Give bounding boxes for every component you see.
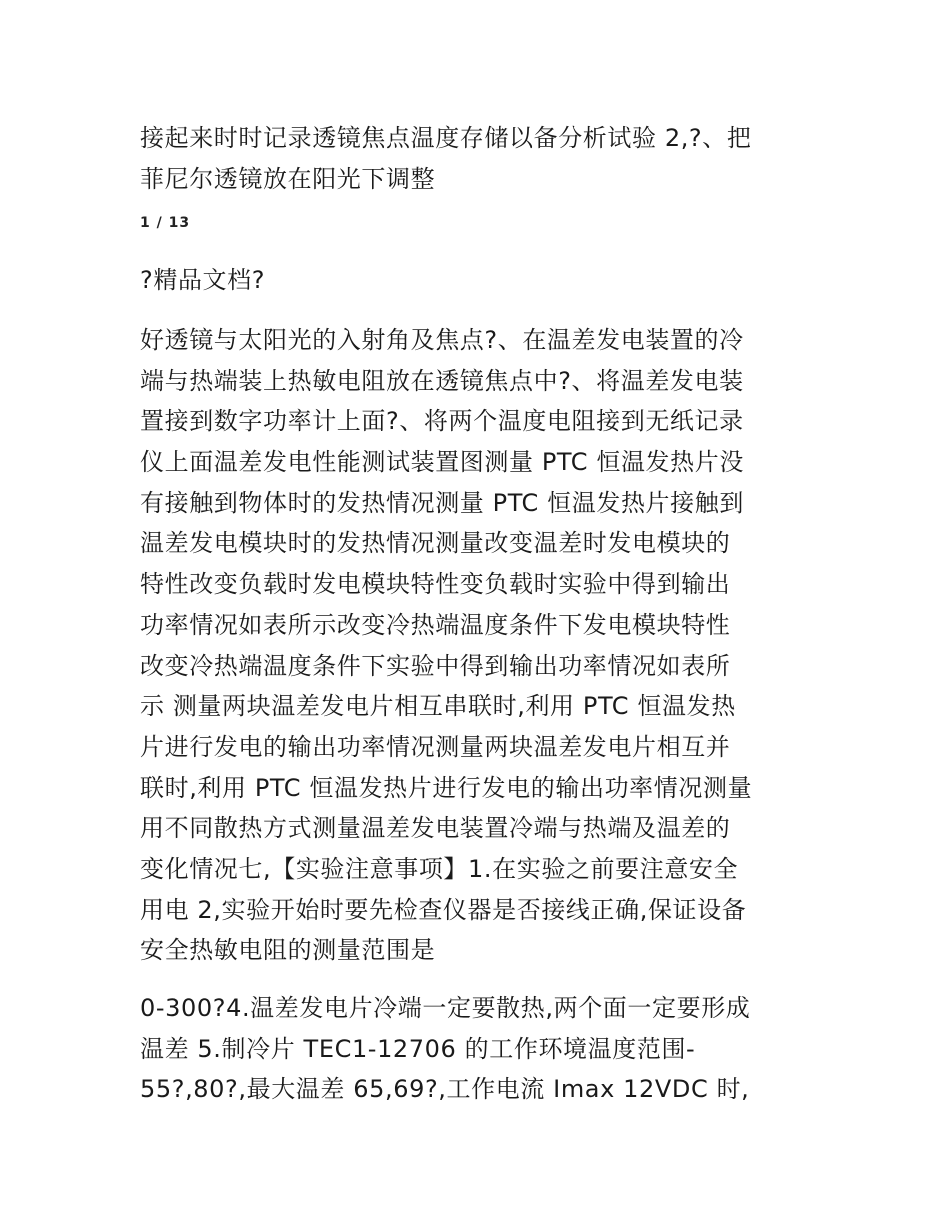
text-line: 接起来时时记录透镜焦点温度存储以备分析试验 2,?、把 [140,124,752,152]
page-number: 1 / 13 [140,215,191,231]
text-line: 端与热端装上热敏电阻放在透镜焦点中?、将温差发电装 [140,366,744,395]
quality-header [140,260,820,301]
text-line: 有接触到物体时的发热情况测量 PTC 恒温发热片接触到 [140,488,744,517]
text-line: 仪上面温差发电性能测试装置图测量 PTC 恒温发热片没 [140,448,744,477]
text-line: 用电 2,实验开始时要先检查仪器是否接线正确,保证设备 [140,895,747,924]
text-line: 示 测量两块温差发电片相互串联时,利用 PTC 恒温发热 [140,692,736,721]
text-line: 用不同散热方式测量温差发电装置冷端与热端及温差的 [140,814,731,843]
text-line: 温差 5.制冷片 TEC1-12706 的工作环境温度范围- [140,1034,696,1063]
text-line: 好透镜与太阳光的入射角及焦点?、在温差发电装置的冷 [140,326,744,354]
paragraph-tail [140,988,820,1110]
text-line: 片进行发电的输出功率情况测量两块温差发电片相互并 [140,732,731,761]
text-line: 变化情况七,【实验注意事项】1.在实验之前要注意安全 [140,854,739,883]
text-line: 0-300?4.温差发电片冷端一定要散热,两个面一定要形成 [140,994,751,1022]
text-line: 置接到数字功率计上面?、将两个温度电阻接到无纸记录 [140,407,744,436]
text-line: 功率情况如表所示改变冷热端温度条件下发电模块特性 [140,610,731,639]
paragraph-body [140,320,820,971]
paragraph-intro [140,118,820,199]
text-line: 联时,利用 PTC 恒温发热片进行发电的输出功率情况测量 [140,773,753,802]
text-line: ?精品文档? [140,266,266,294]
text-line: 菲尼尔透镜放在阳光下调整 [140,164,436,193]
text-line: 55?,80?,最大温差 65,69?,工作电流 Imax 12VDC 时, [140,1075,750,1104]
text-line: 温差发电模块时的发热情况测量改变温差时发电模块的 [140,529,731,558]
text-line: 改变冷热端温度条件下实验中得到输出功率情况如表所 [140,651,731,680]
text-line: 安全热敏电阻的测量范围是 [140,936,436,965]
text-line: 特性改变负载时发电模块特性变负载时实验中得到输出 [140,570,731,599]
